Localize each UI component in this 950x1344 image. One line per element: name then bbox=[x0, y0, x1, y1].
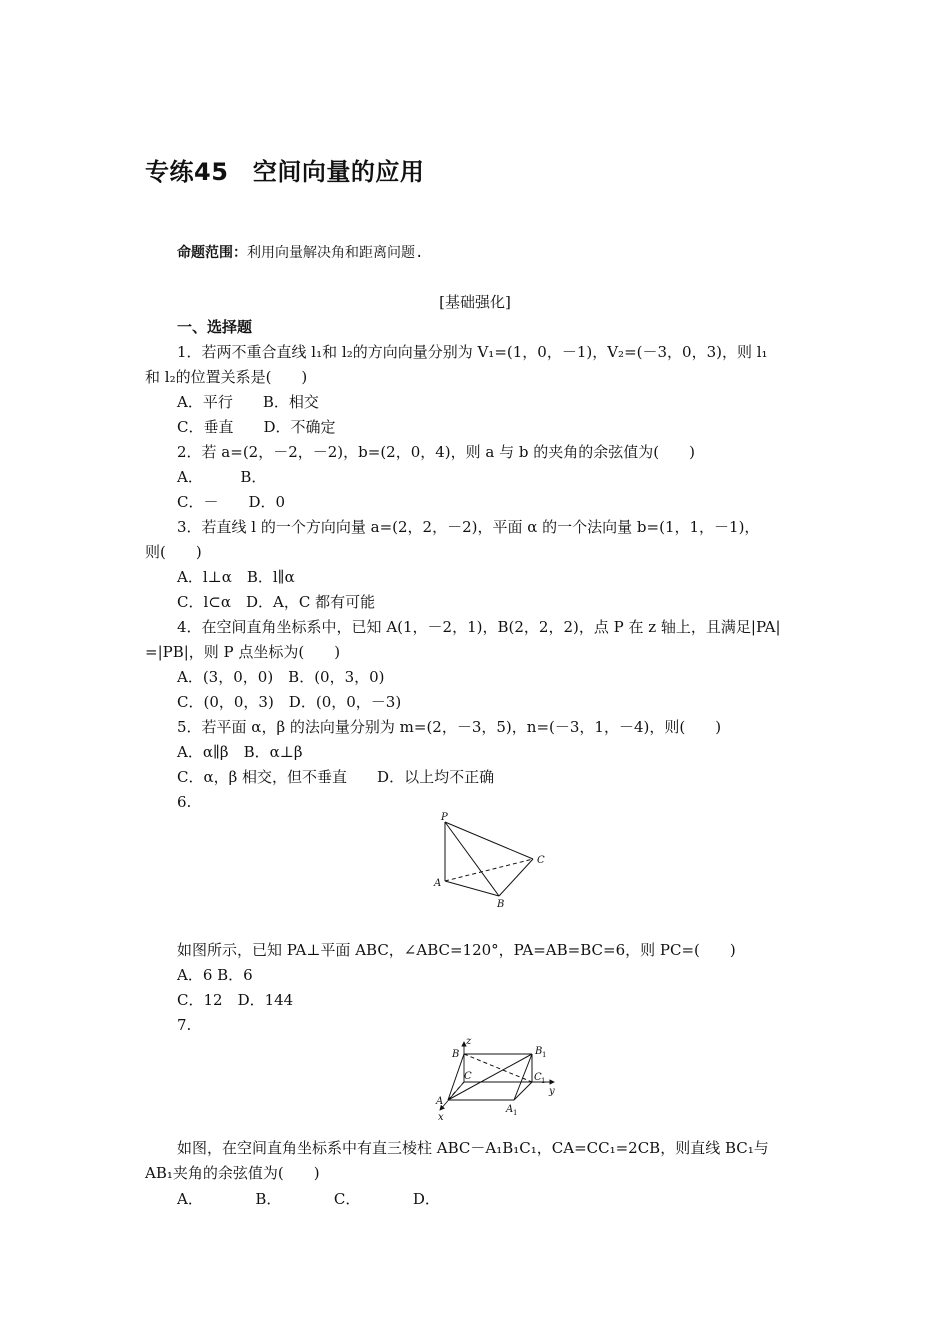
label-b1: B bbox=[535, 1046, 543, 1057]
label-c: C bbox=[464, 1071, 472, 1082]
q7-stem-1: 如图，在空间直角坐标系中有直三棱柱 ABC－A₁B₁C₁，CA=CC₁=2CB，则直线 BC₁与 bbox=[177, 1139, 769, 1157]
scope-label: 命题范围： bbox=[177, 245, 247, 261]
q4-options-ab: A．(3，0，0) B．(0，3，0) bbox=[177, 668, 385, 686]
label-a: A bbox=[436, 1096, 444, 1107]
scope-text: 利用向量解决角和距离问题. bbox=[247, 245, 424, 261]
q2-options-ab: A． B． bbox=[177, 468, 267, 486]
q6-options-ab: A．6 B．6 bbox=[177, 966, 253, 984]
q1-options-ab: A．平行 B．相交 bbox=[177, 393, 319, 411]
x-axis bbox=[440, 1082, 464, 1110]
q3-stem-1: 3．若直线 l 的一个方向向量 a=(2，2，－2)，平面 α 的一个法向量 b=(1，1，－1)， bbox=[177, 518, 760, 536]
q7-number: 7. bbox=[177, 1016, 192, 1034]
q1-options-cd: C．垂直 D．不确定 bbox=[177, 418, 336, 436]
q1-stem-1: 1．若两不重合直线 l₁和 l₂的方向向量分别为 V₁=(1，0，－1)，V₂=(－3，0，3)，则 l₁ bbox=[177, 343, 768, 361]
q5-options-cd: C．α，β 相交，但不垂直 D．以上均不正确 bbox=[177, 768, 495, 786]
q7-stem-2: AB₁夹角的余弦值为( ) bbox=[145, 1164, 320, 1182]
label-a1-sub: 1 bbox=[513, 1109, 518, 1117]
section-tag: [基础强化] bbox=[439, 293, 511, 311]
label-z: z bbox=[466, 1036, 472, 1047]
q4-options-cd: C．(0，0，3) D．(0，0，－3) bbox=[177, 693, 402, 711]
edge-ab bbox=[445, 881, 499, 896]
q6-stem: 如图所示，已知 PA⊥平面 ABC，∠ABC=120°，PA=AB=BC=6，则 PC=( ) bbox=[177, 941, 736, 959]
q3-options-ab: A．l⊥α B．l∥α bbox=[177, 568, 295, 586]
q2-options-cd: C．－ D．0 bbox=[177, 493, 286, 511]
edge-bc bbox=[499, 859, 533, 896]
section-heading: 一、选择题 bbox=[177, 318, 253, 336]
label-c1: C bbox=[534, 1072, 542, 1083]
label-b: B bbox=[497, 899, 505, 910]
pyramid-figure bbox=[420, 808, 560, 912]
edge-a1b1 bbox=[514, 1054, 532, 1100]
label-a1: A bbox=[506, 1104, 514, 1115]
label-p: P bbox=[441, 812, 448, 823]
q2-stem: 2．若 a=(2，－2，－2)，b=(2，0，4)，则 a 与 b 的夹角的余弦值为( ) bbox=[177, 443, 695, 461]
prism-figure bbox=[426, 1034, 562, 1124]
label-b1-sub: 1 bbox=[542, 1051, 547, 1059]
edge-c1a1 bbox=[514, 1082, 532, 1100]
q5-stem: 5．若平面 α，β 的法向量分别为 m=(2，－3，5)，n=(－3，1，－4)，则( ) bbox=[177, 718, 722, 736]
label-c1-sub: 1 bbox=[541, 1077, 546, 1085]
page-title: 专练45 空间向量的应用 bbox=[145, 158, 425, 186]
label-b: B bbox=[452, 1049, 460, 1060]
diag-bc1 bbox=[464, 1054, 532, 1082]
scope-line bbox=[177, 242, 423, 264]
q4-stem-2: =|PB|，则 P 点坐标为( ) bbox=[145, 643, 341, 661]
q6-options-cd: C．12 D．144 bbox=[177, 991, 294, 1009]
q1-stem-2: 和 l₂的位置关系是( ) bbox=[145, 368, 308, 386]
q3-stem-2: 则( ) bbox=[145, 543, 202, 561]
label-a: A bbox=[434, 878, 442, 889]
edge-ac-hidden bbox=[445, 859, 533, 881]
q5-options-ab: A．α∥β B．α⊥β bbox=[177, 743, 303, 761]
q3-options-cd: C．l⊂α D．A，C 都有可能 bbox=[177, 593, 376, 611]
q7-options: A． B． C． D． bbox=[177, 1190, 440, 1208]
label-y: y bbox=[549, 1086, 555, 1097]
q6-number: 6. bbox=[177, 793, 192, 811]
label-c: C bbox=[537, 855, 545, 866]
label-x: x bbox=[438, 1112, 444, 1123]
q4-stem-1: 4．在空间直角坐标系中，已知 A(1，－2，1)，B(2，2，2)，点 P 在 z 轴上，且满足|PA| bbox=[177, 618, 781, 636]
